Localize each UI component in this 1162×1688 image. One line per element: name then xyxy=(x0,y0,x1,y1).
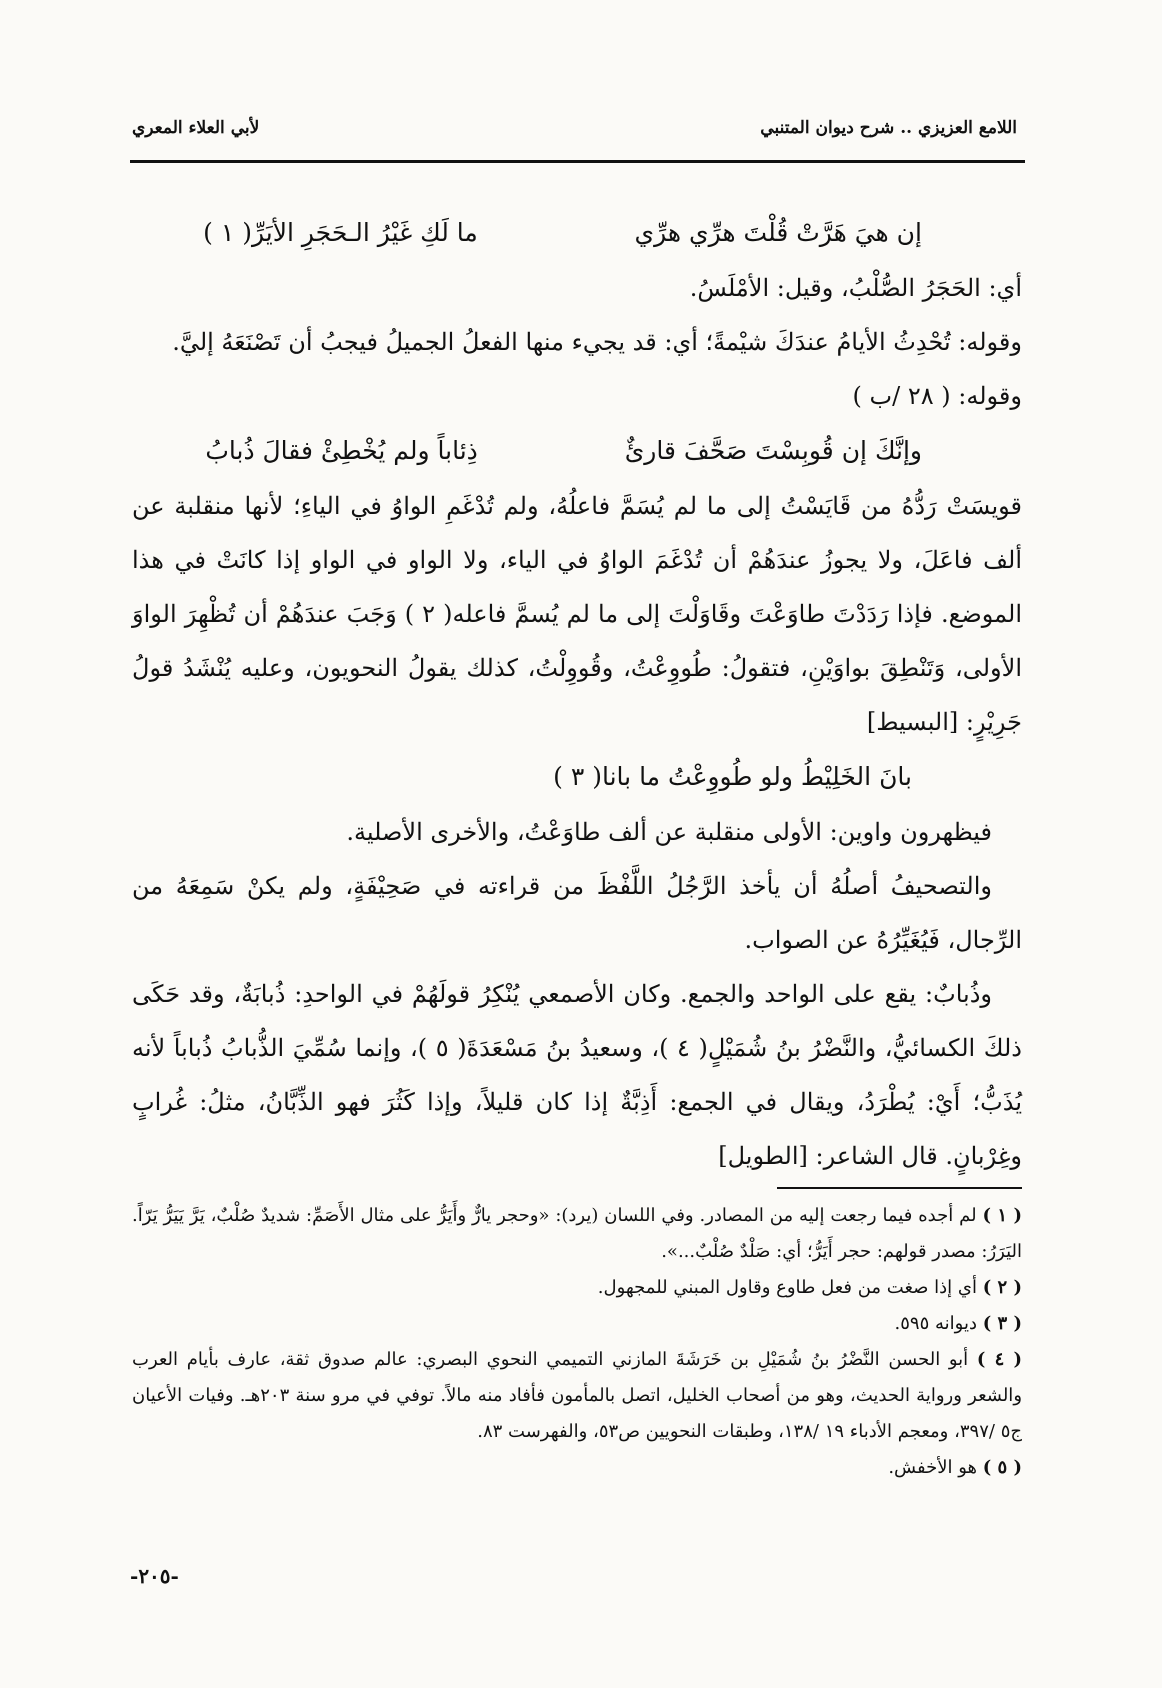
paragraph: قويسَتْ رَدُّهُ من قَايَسْتُ إلى ما لم يُسَمَّ فاعلُهُ، ولم تُدْغَمِ الواوُ في الياءِ؛ لأنها منقلبة عن ألف فاعَلَ، ولا يجوزُ عندَهُمْ أن تُدْغَمَ الواوُ في الياء، ولا الواو في الواو إذا كانَتْ في هذا الموضع. فإذا رَدَدْتَ طاوَعْتَ وقَاوَلْتَ إلى ما لم يُسمَّ فاعله( ٢ ) وَجَبَ عندَهُمْ أن تُظْهِرَ الواوَ الأولى، وَتَنْطِقَ بواوَيْنِ، فتقولُ: طُووِعْتُ، وقُووِلْتُ، كذلك يقولُ النحويون، وعليه يُنْشَدُ قولُ جَرِيْرٍ: [البسيط] xyxy=(132,492,1022,736)
footnote xyxy=(132,1306,1022,1342)
footnote-text: هو الأخفش. xyxy=(888,1457,977,1478)
footnote-number: ( ٣ ) xyxy=(982,1313,1022,1334)
paragraph: وقوله: تُحْدِثُ الأيامُ عندَكَ شيْمةً؛ أي: قد يجيء منها الفعلُ الجميلُ فيجبُ أن تَصْنَعَهُ إليَّ. xyxy=(172,328,1022,356)
footnote-text: أبو الحسن النَّضْرُ بنُ شُمَيْلِ بن خَرَشَةَ المازني التميمي النحوي البصري: عالم صدوق ثقة، عارف بأيام العرب والشعر ورواية الحديث، وهو من أصحاب الخليل، اتصل بالمأمون فأفاد منه مالاً. توفي في مرو سنة ٢٠٣هـ. وفيات الأعيان ج٥ /٣٩٧، ومعجم الأدباء ١٩ /١٣٨، وطبقات النحويين ص٥٣، والفهرست ٨٣. xyxy=(132,1349,1023,1442)
paragraph: وذُبابٌ: يقع على الواحد والجمع. وكان الأصمعي يُنْكِرُ قولَهُمْ في الواحدِ: ذُبابَةٌ، وقد حَكَى ذلكَ الكسائيُّ، والنَّضْرُ بنُ شُمَيْلٍ( ٤ )، وسعيدُ بنُ مَسْعَدَةَ( ٥ )، وإنما سُمِّيَ الذُّبابُ ذُباباً لأنه يُذَبُّ؛ أَيْ: يُطْرَدُ، ويقال في الجمع: أَذِبَّةٌ إذا كان قليلاً، وإذا كَثُرَ فهو الذِّبَّانُ، مثلُ: غُرابٍ وغِرْبانٍ. قال الشاعر: [الطويل] xyxy=(132,980,1022,1170)
verse-2 xyxy=(132,423,1022,479)
footnote-number: ( ٢ ) xyxy=(982,1277,1022,1298)
paragraph: والتصحيفُ أصلُهُ أن يأخذ الرَّجُلُ اللَّفْظَ من قراءته في صَحِيْفَةٍ، ولم يكنْ سَمِعَهُ من الرِّجال، فَيُغَيِّرُهُ عن الصواب. xyxy=(132,872,1022,954)
footnote xyxy=(132,1198,1022,1270)
footnote-number: ( ١ ) xyxy=(982,1205,1022,1226)
footnote xyxy=(132,1450,1022,1486)
verse-2-first-hemistich: وإنَّكَ إن قُوبِسْتَ صَحَّفَ قارئٌ xyxy=(624,436,922,465)
paragraph: وقوله: ( ٢٨ /ب ) xyxy=(852,382,1022,410)
running-header-title: اللامع العزيزي .. شرح ديوان المتنبي xyxy=(760,118,1017,138)
footnote-text: لم أجده فيما رجعت إليه من المصادر. وفي اللسان (يرد): «وحجر يارٌّ وأَيَرُّ على مثال الأَصَمِّ: شديدٌ صُلْبٌ، يَرَّ يَيَرُّ يَرّاً. اليَرَرُ: مصدر قولهم: حجر أَيَرُّ؛ أي: صَلْدٌ صُلْبٌ...». xyxy=(132,1205,1022,1262)
page-number: -٢٠٥- xyxy=(130,1564,179,1588)
verse-1-second-hemistich: ما لَكِ غَيْرُ الـحَجَرِ الأيَرِّ( ١ ) xyxy=(203,218,478,247)
header-rule xyxy=(130,160,1025,163)
footnote xyxy=(132,1342,1022,1450)
footnote-text: ديوانه ٥٩٥. xyxy=(894,1313,977,1334)
main-text xyxy=(132,205,1022,1183)
running-header-author: لأبي العلاء المعري xyxy=(132,118,260,138)
verse-3: بانَ الخَلِيْطُ ولو طُووِعْتُ ما بانا( ٣ ) xyxy=(553,762,912,791)
footnote-text: أي إذا صغت من فعل طاوع وقاول المبني للمجهول. xyxy=(597,1277,977,1298)
paragraph: أي: الحَجَرُ الصُّلْبُ، وقيل: الأمْلَسُ. xyxy=(689,274,1022,302)
footnotes xyxy=(132,1198,1022,1486)
footnote-number: ( ٤ ) xyxy=(976,1349,1022,1370)
footnote xyxy=(132,1270,1022,1306)
paragraph: فيظهرون واوين: الأولى منقلبة عن ألف طاوَعْتُ، والأخرى الأصلية. xyxy=(346,818,992,846)
verse-1-first-hemistich: إن هيَ هَرَّتْ قُلْتَ هرِّي هرِّي xyxy=(634,218,922,247)
footnote-number: ( ٥ ) xyxy=(982,1457,1022,1478)
verse-1 xyxy=(132,205,1022,261)
verse-2-second-hemistich: ذِئاباً ولم يُخْطِئْ فقالَ ذُبابُ xyxy=(205,436,478,465)
footnote-rule xyxy=(777,1187,1022,1189)
